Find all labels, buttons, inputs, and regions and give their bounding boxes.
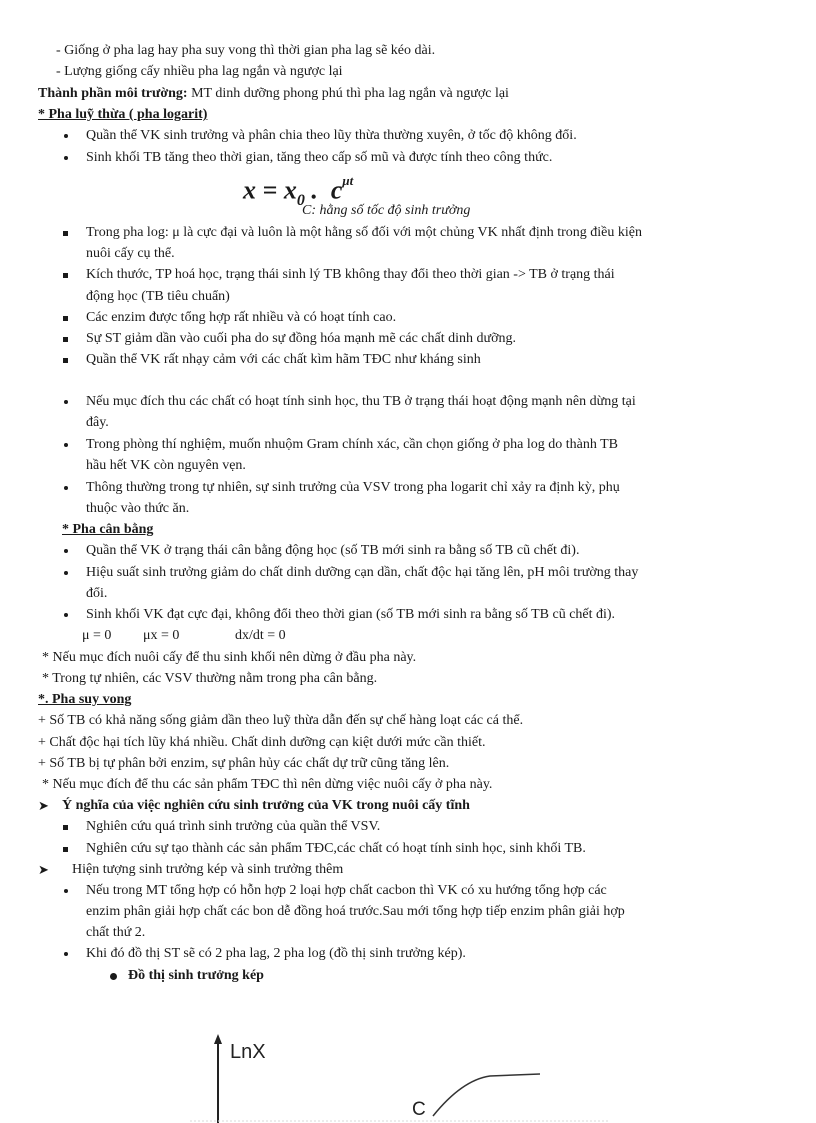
text-line: Quần thể VK rất nhạy cảm với các chất kìm hãm TĐC như kháng sinh bbox=[86, 352, 481, 367]
bullet-square-icon bbox=[63, 316, 68, 321]
text-line: Quần thể VK sinh trưởng và phân chia theo lũy thừa thường xuyên, ở tốc độ không đổi. bbox=[86, 128, 577, 143]
text-line: Nghiên cứu sự tạo thành các sản phẩm TĐC,các chất có hoạt tính sinh học, sinh khối TB. bbox=[86, 841, 586, 856]
text-line: Trong pha log: μ là cực đại và luôn là một hằng số đối với một chủng VK nhất định trong điều kiện bbox=[86, 225, 642, 240]
text-line: Kích thước, TP hoá học, trạng thái sinh lý TB không thay đổi theo thời gian -> TB ở trạng thái bbox=[86, 267, 615, 282]
bullet-dot-icon bbox=[64, 571, 68, 575]
text-line: + Số TB bị tự phân bởi enzim, sự phân hủy các chất dự trữ cũng tăng lên. bbox=[38, 756, 450, 771]
text-line: + Chất độc hại tích lũy khá nhiều. Chất dinh dưỡng cạn kiệt dưới mức cần thiết. bbox=[38, 735, 486, 750]
text-line: Trong phòng thí nghiệm, muốn nhuộm Gram chính xác, cần chọn giống ở pha log do thành TB bbox=[86, 437, 618, 452]
bullet-dot-icon bbox=[64, 486, 68, 490]
text-line: enzim phân giải hợp chất các bon dễ đồng hoá trước.Sau mới tổng hợp tiếp enzim phân giải hợp bbox=[86, 904, 625, 919]
formula-caption: C: hằng số tốc độ sinh trưởng bbox=[302, 203, 471, 218]
y-axis-label: LnX bbox=[230, 1041, 266, 1063]
text-line: * Nếu mục đích để thu các sản phẩm TĐC thì nên dừng việc nuôi cấy ở pha này. bbox=[42, 777, 493, 792]
text-line: Đồ thị sinh trưởng kép bbox=[128, 968, 264, 983]
text-line: hầu hết VK còn nguyên vẹn. bbox=[86, 458, 246, 473]
text-line: - Giống ở pha lag hay pha suy vong thì thời gian pha lag sẽ kéo dài. bbox=[56, 43, 436, 58]
text-line: Nếu mục đích thu các chất có hoạt tính sinh học, thu TB ở trạng thái hoạt động mạnh nên dừng tại bbox=[86, 394, 636, 409]
text-line: * Trong tự nhiên, các VSV thường nằm trong pha cân bằng. bbox=[42, 671, 378, 686]
y-axis-arrow-icon bbox=[214, 1034, 222, 1044]
equation: μ = 0 bbox=[82, 628, 112, 643]
bullet-square-icon bbox=[63, 847, 68, 852]
text-line: Sinh khối TB tăng theo thời gian, tăng theo cấp số mũ và được tính theo công thức. bbox=[86, 150, 553, 165]
text-line: Sự ST giảm dần vào cuối pha do sự đồng hóa mạnh mẽ các chất dinh dưỡng. bbox=[86, 331, 516, 346]
text-line: động học (TB tiêu chuẩn) bbox=[86, 289, 230, 304]
bullet-dot-icon bbox=[64, 889, 68, 893]
growth-formula: $x = x_0$ . $c^{\mu t}$ bbox=[243, 173, 354, 209]
bullet-big-dot-icon bbox=[110, 973, 117, 980]
section-heading-balance: * Pha cân bằng bbox=[62, 522, 154, 537]
curve-point-label: C bbox=[412, 1099, 426, 1120]
section-heading-decline: *. Pha suy vong bbox=[38, 692, 132, 707]
equation: dx/dt = 0 bbox=[235, 628, 286, 643]
text-line: Sinh khối VK đạt cực đại, không đổi theo thời gian (số TB mới sinh ra bằng số TB cũ chết đi). bbox=[86, 607, 616, 622]
text-line: + Số TB có khả năng sống giảm dần theo luỹ thừa dẫn đến sự chế hàng loạt các cá thể. bbox=[38, 713, 524, 728]
text-line: đây. bbox=[86, 415, 109, 430]
text-line: chất thứ 2. bbox=[86, 925, 146, 940]
equation: μx = 0 bbox=[143, 628, 180, 643]
text-line: - Lượng giống cấy nhiều pha lag ngắn và ngược lại bbox=[56, 64, 343, 79]
text-line: đổi. bbox=[86, 586, 108, 601]
text-line: Các enzim được tổng hợp rất nhiều và có hoạt tính cao. bbox=[86, 310, 397, 325]
bullet-square-icon bbox=[63, 231, 68, 236]
text-line: * Nếu mục đích nuôi cấy để thu sinh khối nên dừng ở đầu pha này. bbox=[42, 650, 417, 665]
bullet-square-icon bbox=[63, 337, 68, 342]
growth-curve bbox=[433, 1074, 540, 1116]
text-line: Hiệu suất sinh trưởng giảm do chất dinh dưỡng cạn dần, chất độc hại tăng lên, pH môi trường thay bbox=[86, 565, 639, 580]
bullet-square-icon bbox=[63, 358, 68, 363]
text-line: nuôi cấy cụ thể. bbox=[86, 246, 175, 261]
text-rest: MT dinh dưỡng phong phú thì pha lag ngắn và ngược lại bbox=[187, 86, 509, 101]
bullet-dot-icon bbox=[64, 443, 68, 447]
bullet-dot-icon bbox=[64, 613, 68, 617]
text-line: thuộc vào thức ăn. bbox=[86, 501, 190, 516]
text-line bbox=[38, 85, 509, 103]
text-line: Hiện tượng sinh trưởng kép và sinh trưởng thêm bbox=[72, 862, 344, 877]
section-heading-log: * Pha luỹ thừa ( pha logarit) bbox=[38, 107, 208, 122]
bullet-square-icon bbox=[63, 273, 68, 278]
text-line: Nghiên cứu quá trình sinh trưởng của quần thể VSV. bbox=[86, 819, 381, 834]
double-growth-graph bbox=[190, 1030, 610, 1123]
label-bold: Thành phần môi trường: bbox=[38, 86, 188, 101]
arrow-bullet-icon: ➤ bbox=[38, 798, 49, 813]
text-line: Thông thường trong tự nhiên, sự sinh trưởng của VSV trong pha logarit chỉ xảy ra định kỳ, phụ bbox=[86, 480, 620, 495]
bullet-dot-icon bbox=[64, 549, 68, 553]
bullet-dot-icon bbox=[64, 952, 68, 956]
bullet-dot-icon bbox=[64, 134, 68, 138]
text-line: Ý nghĩa của việc nghiên cứu sinh trưởng của VK trong nuôi cấy tĩnh bbox=[62, 798, 470, 813]
bullet-square-icon bbox=[63, 825, 68, 830]
bullet-dot-icon bbox=[64, 400, 68, 404]
text-line: Nếu trong MT tổng hợp có hỗn hợp 2 loại hợp chất cacbon thì VK có xu hướng tổng hợp các bbox=[86, 883, 607, 898]
arrow-bullet-icon: ➤ bbox=[38, 862, 49, 877]
bullet-dot-icon bbox=[64, 156, 68, 160]
text-line: Quần thể VK ở trạng thái cân bằng động học (số TB mới sinh ra bằng số TB cũ chết đi). bbox=[86, 543, 580, 558]
text-line: Khi đó đồ thị ST sẽ có 2 pha lag, 2 pha log (đồ thị sinh trưởng kép). bbox=[86, 946, 466, 961]
